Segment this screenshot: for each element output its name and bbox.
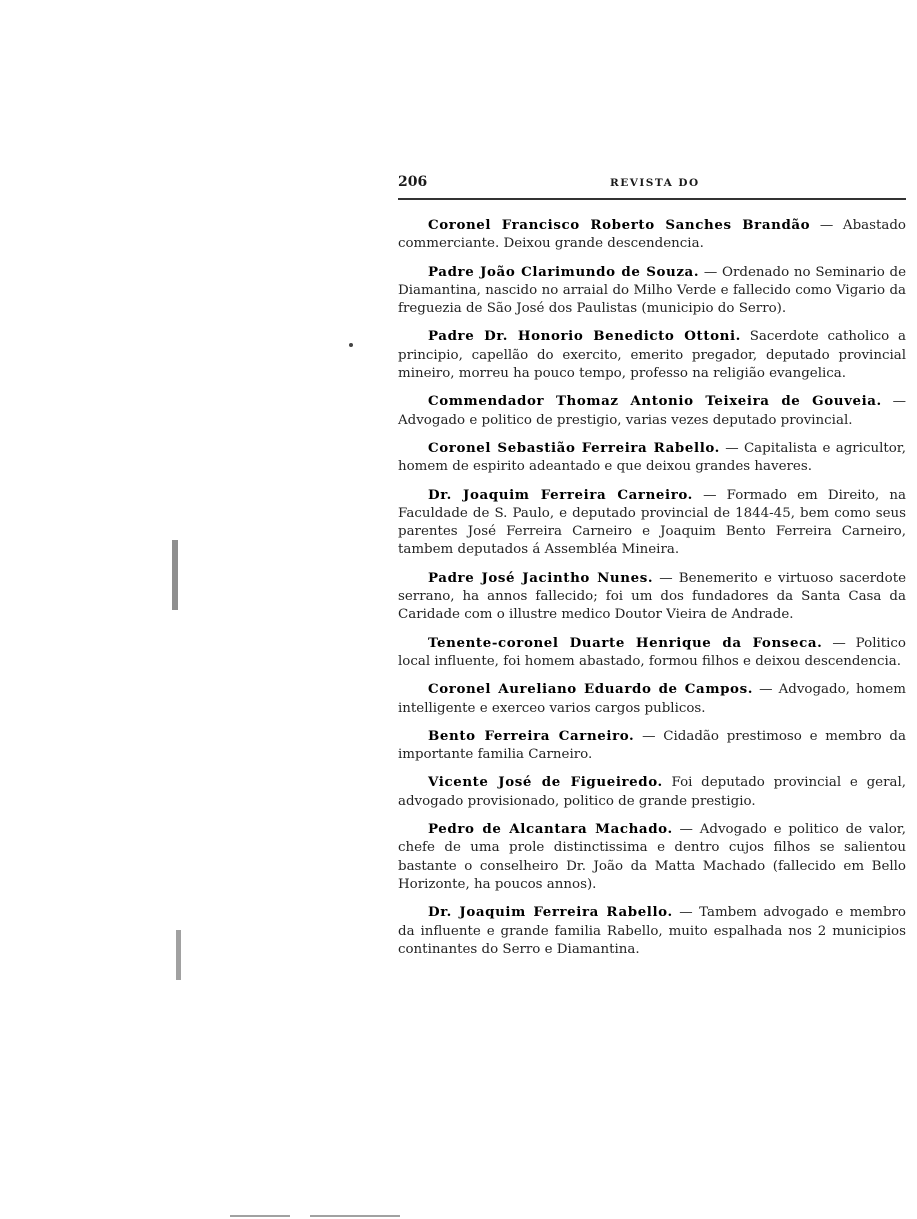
- ink-speck: [349, 343, 353, 347]
- entry-name: Vicente José de Figueiredo.: [428, 774, 663, 791]
- entry-name: Bento Ferreira Carneiro.: [428, 727, 635, 744]
- entry: [398, 820, 906, 894]
- entry-name: Tenente-coronel Duarte Henrique da Fonseca.: [428, 634, 823, 651]
- entries-list: [398, 216, 906, 968]
- entry-name: Commendador Thomaz Antonio Teixeira de Gouveia.: [428, 393, 882, 410]
- entry: [398, 216, 906, 254]
- entry-text: — Politico local influente, foi homem abastado, formou filhos e deixou descendencia.: [398, 635, 906, 669]
- page-edge-mark: [310, 1215, 400, 1217]
- page-edge-mark: [230, 1215, 290, 1217]
- entry-text: — Tambem advogado e membro da influente e grande familia Rabello, muito espalhada nos 2 municipios continantes do Serro e Diamantina.: [398, 905, 906, 957]
- binding-shadow: [176, 930, 181, 980]
- entry: [398, 773, 906, 811]
- entry: [398, 439, 906, 477]
- entry-text: — Advogado e politico de prestigio, varias vezes deputado provincial.: [398, 394, 906, 428]
- entry-name: Padre João Clarimundo de Souza.: [428, 263, 700, 280]
- entry: [398, 392, 906, 430]
- page-header: [398, 172, 906, 194]
- entry-name: Padre José Jacintho Nunes.: [428, 569, 654, 586]
- entry: [398, 486, 906, 560]
- entry-name: Coronel Sebastião Ferreira Rabello.: [428, 439, 720, 456]
- entry-text: — Ordenado no Seminario de Diamantina, nascido no arraial do Milho Verde e fallecido como Vigario da freguezia de São José dos Paulistas (municipio do Serro).: [398, 264, 907, 317]
- entry-text: — Advogado, homem intelligente e exerceo varios cargos publicos.: [398, 682, 907, 716]
- entry-text: — Benemerito e virtuoso sacerdote serrano, ha annos fallecido; foi um dos fundadores da Santa Casa da Caridade com o illustre medico Doutor Vieira de Andrade.: [398, 570, 906, 623]
- binding-shadow: [172, 540, 178, 610]
- entry: [398, 680, 906, 718]
- entry-name: Coronel Francisco Roberto Sanches Brandão: [428, 217, 811, 233]
- entry-text: — Capitalista e agricultor, homem de espirito adeantado e que deixou grandes haveres.: [398, 440, 906, 475]
- entry: [398, 903, 906, 959]
- running-title: REVISTA DO: [610, 177, 700, 189]
- entry-text: — Abastado commerciante. Deixou grande descendencia.: [398, 218, 906, 252]
- entry: [398, 634, 906, 672]
- entry: [398, 263, 906, 319]
- entry-name: Pedro de Alcantara Machado.: [428, 821, 673, 838]
- entry: [398, 569, 906, 625]
- entry-name: Padre Dr. Honorio Benedicto Ottoni.: [428, 328, 741, 345]
- entry-name: Dr. Joaquim Ferreira Carneiro.: [428, 486, 693, 503]
- entry-text: — Formado em Direito, na Faculdade de S. Paulo, e deputado provincial de 1844-45, bem como seus parentes José Ferreira Carneiro e Joaquim Bento Ferreira Carneiro, tambem deputados á Assembléa Mineira.: [398, 487, 906, 558]
- entry-text: — Advogado e politico de valor, chefe de uma prole distinctissima e dentro cujos filhos se salientou bastante o conselheiro Dr. João da Matta Machado (fallecido em Bello Horizonte, ha poucos annos).: [398, 822, 906, 892]
- page-number: 206: [398, 174, 428, 190]
- entry: [398, 727, 906, 765]
- header-rule: [398, 198, 906, 200]
- entry-text: Sacerdote catholico a principio, capellão do exercito, emerito pregador, deputado provincial mineiro, morreu ha pouco tempo, professo na religião evangelica.: [398, 329, 906, 382]
- entry-name: Dr. Joaquim Ferreira Rabello.: [428, 904, 673, 921]
- entry-text: — Cidadão prestimoso e membro da importante familia Carneiro.: [398, 728, 906, 763]
- entry-name: Coronel Aureliano Eduardo de Campos.: [428, 681, 753, 698]
- entry-text: Foi deputado provincial e geral, advogado provisionado, politico de grande prestigio.: [398, 775, 906, 809]
- entry: [398, 327, 906, 383]
